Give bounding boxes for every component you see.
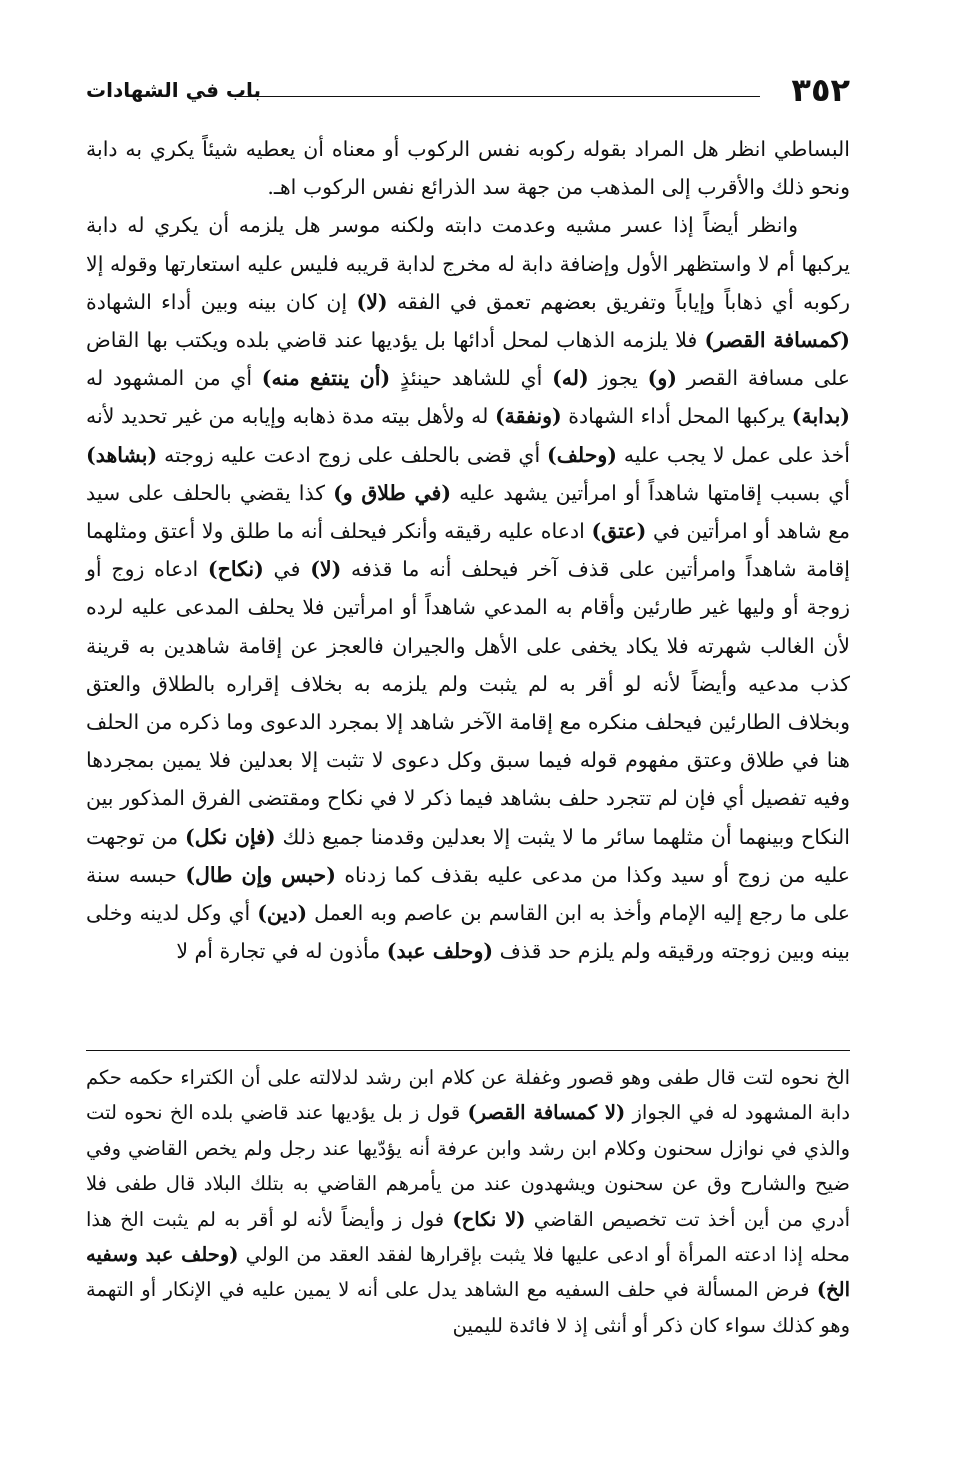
text-run: كذا يقضي بالحلف على سيد مع شاهد أو امرأتين في xyxy=(86,480,851,544)
bold-term: (و) xyxy=(647,366,677,391)
text-run: ادعاه عليه رقيقه وأنكر فيحلف أنه ما طلق ولا أعتق ومثلهما إقامة شاهداً وامرأتين على قذف آخر فيحلف أنه ما قذفه xyxy=(86,519,850,582)
bold-term: (في طلاق و) xyxy=(333,480,452,505)
footnotes xyxy=(86,1060,850,1343)
bold-term: (كمسافة القصر) xyxy=(704,328,850,353)
bold-term: (نكاح) xyxy=(207,557,264,582)
header-rule xyxy=(236,96,760,97)
bold-term: (لا) xyxy=(356,289,388,314)
chapter-title: باب في الشهادات xyxy=(86,78,262,102)
text-run: قول ز بل يؤديها عند قاضي بلده الخ نحوه لتت والذي في نوازل سحنون وكلام ابن رشد وابن عرفة أنه يؤدّيها عند رجل ولم يخص القاضي وفي ضيح والشارح وق عن سحنون ويشهدون عند من يأمرهم القاضي به بتلك البلاد قال طفى فلا أدري من أين أخذ تت تخصيص القاضي xyxy=(86,1101,850,1231)
bold-term: (دين) xyxy=(257,901,308,926)
text-run: من توجهت عليه من زوج أو سيد وكذا من مدعى عليه بقذف كما زدناه xyxy=(86,824,851,887)
bold-term: (لا كمسافة القصر) xyxy=(467,1101,626,1125)
main-paragraph-1 xyxy=(86,130,850,206)
page-number: ٣٥٢ xyxy=(791,71,850,109)
bold-term: (وحلف) xyxy=(547,442,617,467)
text-run: أي من المشهود له xyxy=(86,366,262,391)
bold-term: (وحلف عبد وسفيه الخ) xyxy=(86,1243,850,1302)
bold-term: (بشاهد) xyxy=(86,442,158,467)
text-run: إن كان بينه وبين أداء الشهادة xyxy=(86,289,357,314)
text-run: وانظر أيضاً إذا عسر مشيه وعدمت دابته ولكنه موسر هل يلزمه أن يكري له دابة يركبها أم لا واستظهر الأول وإضافة دابة له مخرج لدابة قريبه فليس عليه استعارتها وقوله إلا ركوبه أي ذهاباً وإياباً وتفريق بعضهم تعمق في الفقه xyxy=(86,213,850,314)
main-paragraph-2 xyxy=(86,206,850,970)
text-run: مأذون له في تجارة أم لا xyxy=(176,939,387,964)
text-run: البساطي انظر هل المراد بقوله ركوبه نفس الركوب أو معناه أن يعطيه شيئاً يكري به دابة ونحو ذلك والأقرب إلى المذهب من جهة سد الذرائع نفس الركوب اهـ. xyxy=(86,137,850,200)
bold-term: (بدابة) xyxy=(791,404,851,429)
bold-term: (لا نكاح) xyxy=(452,1207,526,1231)
text-run: أي بسبب إقامتها شاهداً أو امرأتين يشهد عليه xyxy=(451,480,850,505)
text-run: أي وكل لدينه وخلى بينه وبين زوجته ورقيقه ولم يلزم حد قذف xyxy=(86,901,850,964)
text-run: يركبها المحل أداء الشهادة xyxy=(561,404,792,429)
page-header xyxy=(86,70,850,114)
bold-term: (ونفقة) xyxy=(494,404,562,429)
footnote-separator xyxy=(86,1050,850,1051)
text-run: فول ز وأيضاً لأنه لو أقر به لم يثبت الخ هذا محله إذا ادعته المرأة أو ادعى عليها فلا يثبت بإقرارها لفقد العقد من الولي xyxy=(86,1207,850,1267)
bold-term: (أن ينتفع منه) xyxy=(261,366,391,391)
footnote-paragraph xyxy=(86,1060,850,1343)
text-run: الخ نحوه لتت قال طفى وهو قصور وغفلة عن كلام ابن رشد لدلالته على أن الكتراء حكمه حكم دابة المشهود له في الجواز xyxy=(86,1066,851,1125)
bold-term: (حبس وإن طال) xyxy=(185,862,336,887)
text-run: أي للشاهد حينئذٍ xyxy=(390,366,553,391)
text-run: أي قضى بالحلف على زوج ادعت عليه زوجته xyxy=(157,442,548,467)
text-run: يجوز xyxy=(588,366,648,391)
bold-term: (وحلف عبد) xyxy=(386,939,494,964)
bold-term: (له) xyxy=(552,366,589,391)
bold-term: (فإن نكل) xyxy=(185,824,276,849)
main-text xyxy=(86,130,850,970)
bold-term: (لا) xyxy=(310,557,342,582)
bold-term: (عتق) xyxy=(591,519,647,544)
text-run: في xyxy=(263,557,311,582)
text-run: ادعاه زوج أو زوجة أو وليها غير طارئين وأقام به المدعي شاهداً أو امرأتين فلا يحلف المدعى عليه لرده لأن الغالب شهرته فلا يكاد يخفى على الأهل والجيران فالعجز عن إقامة شاهدين به قرينة كذب مدعيه وأيضاً لأنه لو أقر به لم يثبت ولم يلزمه به بخلاف إقراره بالطلاق والعتق وبخلاف الطارئين فيحلف منكره مع إقامة الآخر شاهد إلا بمجرد الدعوى وما ذكره من الحلف هنا في طلاق وعتق مفهوم قوله فيما سبق وكل دعوى لا تثبت إلا بعدلين فلا يمين بمجردها وفيه تفصيل أي فإن لم تتجرد حلف بشاهد فيما ذكر لا في نكاح ومقتضى الفرق المذكور بين النكاح وبينهما أن مثلهما سائر ما لا يثبت إلا بعدلين وقدمنا جميع ذلك xyxy=(86,557,850,849)
text-run: حبسه سنة على ما رجع إليه الإمام وأخذ به ابن القاسم بن عاصم وبه العمل xyxy=(86,862,850,926)
text-run: فرض المسألة في حلف السفيه مع الشاهد يدل على أنه لا يمين عليه في الإنكار أو التهمة وهو كذلك سواء كان ذكر أو أنثى إذ لا فائدة لليمين xyxy=(86,1278,850,1337)
text-run: له ولأهل بيته مدة ذهابه وإيابه من غير تحديد لأنه أخذ على عمل لا يجب عليه xyxy=(86,404,850,467)
text-run: فلا يلزمه الذهاب لمحل أدائها بل يؤديها عند قاضي بلده ويكتب بها القاض على مسافة القصر xyxy=(86,328,850,391)
